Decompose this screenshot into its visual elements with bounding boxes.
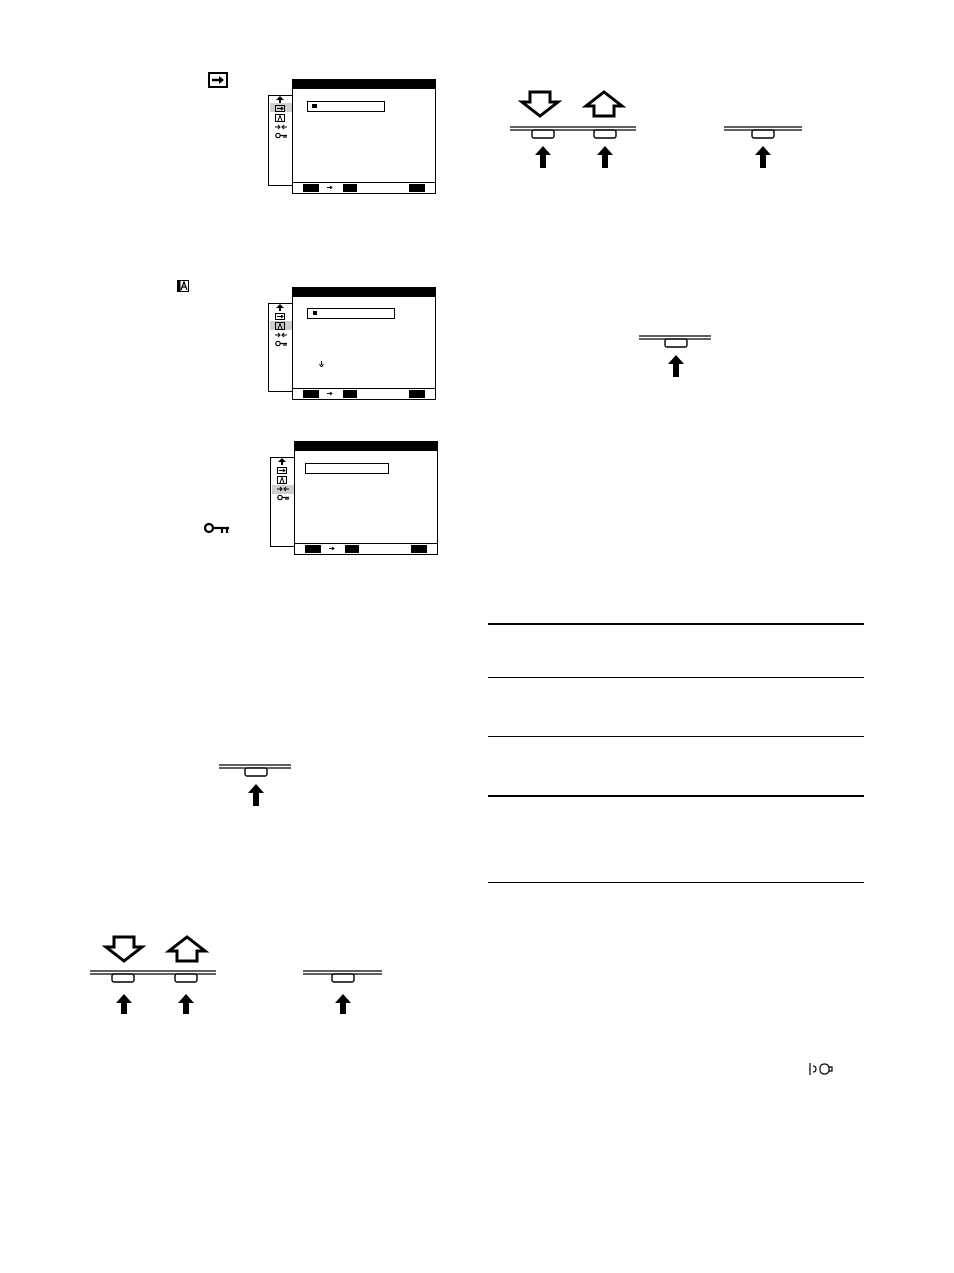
table-row-rule (488, 736, 864, 737)
menu-selection-box (307, 101, 385, 112)
table-header-rule (488, 795, 864, 797)
key-lock-icon (277, 494, 289, 501)
arrow-buttons-top (510, 88, 810, 170)
ok-button (245, 768, 267, 776)
exit-icon (275, 304, 285, 311)
key-lock-icon (275, 340, 287, 347)
menu-icon-column (268, 95, 293, 186)
menu-guide-bar (293, 182, 435, 193)
option-icon (277, 486, 289, 492)
down-arrow-icon (522, 92, 558, 116)
menu-screen (292, 79, 436, 194)
table-bottom-rule (488, 882, 864, 883)
small-down-arrow-icon (319, 361, 324, 367)
down-arrow-icon (106, 937, 142, 961)
exit-icon (275, 96, 285, 103)
table-top-rule (488, 623, 864, 625)
ok-button (332, 974, 354, 982)
menu-selection-box (307, 308, 395, 319)
menu-guide-bar (295, 543, 437, 554)
auto-adjust-icon (275, 114, 285, 122)
key-lock-icon (204, 522, 230, 534)
input-icon (275, 313, 285, 320)
option-menu (270, 441, 438, 555)
auto-adjust-icon (277, 476, 287, 484)
input-icon (208, 72, 228, 88)
single-button-right-upper (639, 334, 713, 378)
arrow-buttons-bottom (90, 933, 390, 1015)
power-saving-indicator-icon (809, 1062, 833, 1076)
up-button (175, 974, 197, 982)
ok-button (665, 339, 687, 347)
up-arrow-icon (169, 937, 205, 961)
table-row-rule (488, 677, 864, 678)
input-icon (275, 105, 285, 112)
exit-icon (277, 458, 287, 465)
menu-icon-column (268, 303, 293, 392)
menu-selection-box (305, 463, 389, 474)
input-icon (277, 467, 287, 474)
up-button (594, 130, 616, 138)
menu-title-bar (293, 288, 435, 297)
input-menu (268, 79, 436, 194)
ok-button (752, 130, 774, 138)
menu-title-bar (293, 80, 435, 89)
auto-adjust-icon (177, 280, 189, 292)
single-button-left-middle (219, 763, 293, 807)
menu-guide-bar (293, 388, 435, 399)
auto-adjust-icon (275, 322, 285, 330)
menu-icon-column (270, 457, 295, 547)
option-icon (275, 124, 287, 130)
menu-title-bar (295, 442, 437, 451)
menu-screen (292, 287, 436, 400)
down-button (112, 974, 134, 982)
auto-adjust-menu (268, 287, 436, 400)
key-lock-icon (275, 132, 287, 139)
menu-screen (294, 441, 438, 555)
up-arrow-icon (586, 92, 622, 116)
down-button (532, 130, 554, 138)
option-icon (275, 332, 287, 338)
